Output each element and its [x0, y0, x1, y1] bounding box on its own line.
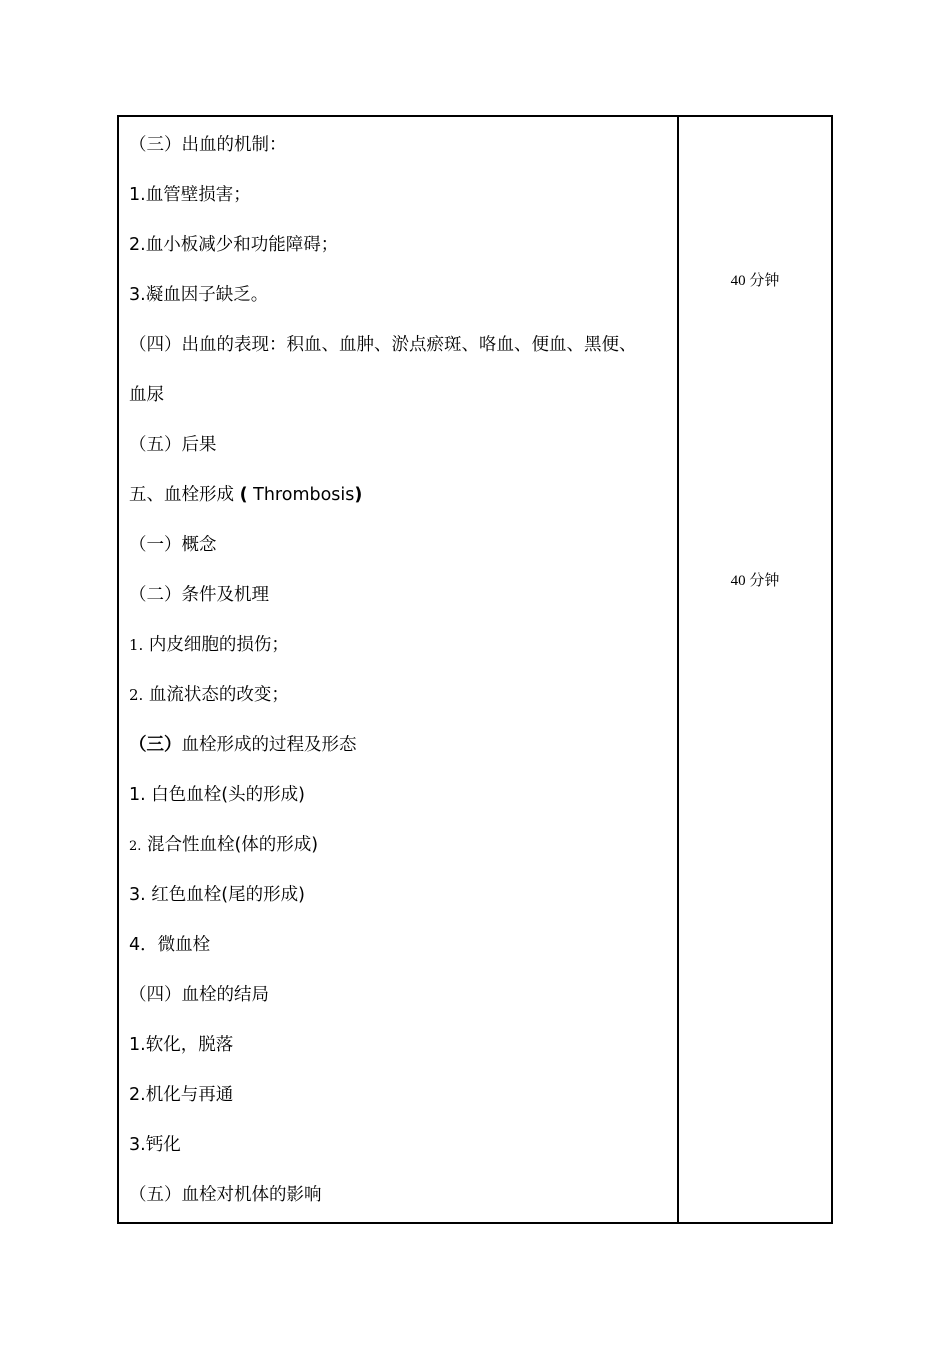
outline-line: 3.凝血因子缺乏。	[129, 285, 269, 305]
section-heading-thrombosis	[129, 483, 362, 507]
outline-line: 血尿	[129, 385, 164, 405]
outline-line-thrombus-effects: （五）血栓对机体的影响	[129, 1185, 322, 1205]
english-term: Thrombosis	[247, 485, 355, 505]
list-number: 1.	[129, 636, 144, 654]
lesson-plan-table	[117, 115, 833, 1224]
list-text: 血流状态的改变；	[143, 685, 289, 705]
outline-line: 3.钙化	[129, 1135, 181, 1155]
paren-open: (	[239, 485, 248, 505]
outline-line-concept: （一）概念	[129, 535, 217, 555]
outline-line	[129, 833, 318, 857]
outline-line	[129, 633, 289, 657]
paren-close: )	[354, 485, 363, 505]
outline-line-consequences: （五）后果	[129, 435, 217, 455]
outline-line	[129, 683, 289, 707]
time-allocation: 40 分钟	[730, 573, 780, 589]
outline-line-conditions: （二）条件及机理	[129, 585, 269, 605]
outline-line: 4．微血栓	[129, 935, 211, 955]
list-text: 内皮细胞的损伤；	[143, 635, 289, 655]
list-text: 血栓形成的过程及形态	[181, 735, 357, 755]
list-number: 2.	[129, 839, 142, 854]
outline-line: 3. 红色血栓(尾的形成)	[129, 885, 305, 905]
outline-line-thrombus-process	[129, 733, 357, 757]
outline-line: 2.机化与再通	[129, 1085, 234, 1105]
bold-numbering: （三）	[129, 735, 182, 755]
section-heading-text: 五、血栓形成	[129, 485, 234, 505]
outline-line: 1. 白色血栓(头的形成)	[129, 785, 305, 805]
outline-line-bleeding-mechanism: （三）出血的机制：	[129, 135, 287, 155]
list-number: 2.	[129, 686, 144, 704]
outline-line: 1.血管壁损害；	[129, 185, 251, 205]
outline-line: 2.血小板减少和功能障碍；	[129, 235, 339, 255]
outline-line: 1.软化，脱落	[129, 1035, 234, 1055]
list-text: 混合性血栓(体的形成)	[141, 835, 319, 855]
time-allocation: 40 分钟	[730, 273, 780, 289]
outline-line-bleeding-manifestations: （四）出血的表现：积血、血肿、淤点瘀斑、咯血、便血、黑便、	[129, 335, 637, 355]
outline-line-thrombus-outcome: （四）血栓的结局	[129, 985, 269, 1005]
